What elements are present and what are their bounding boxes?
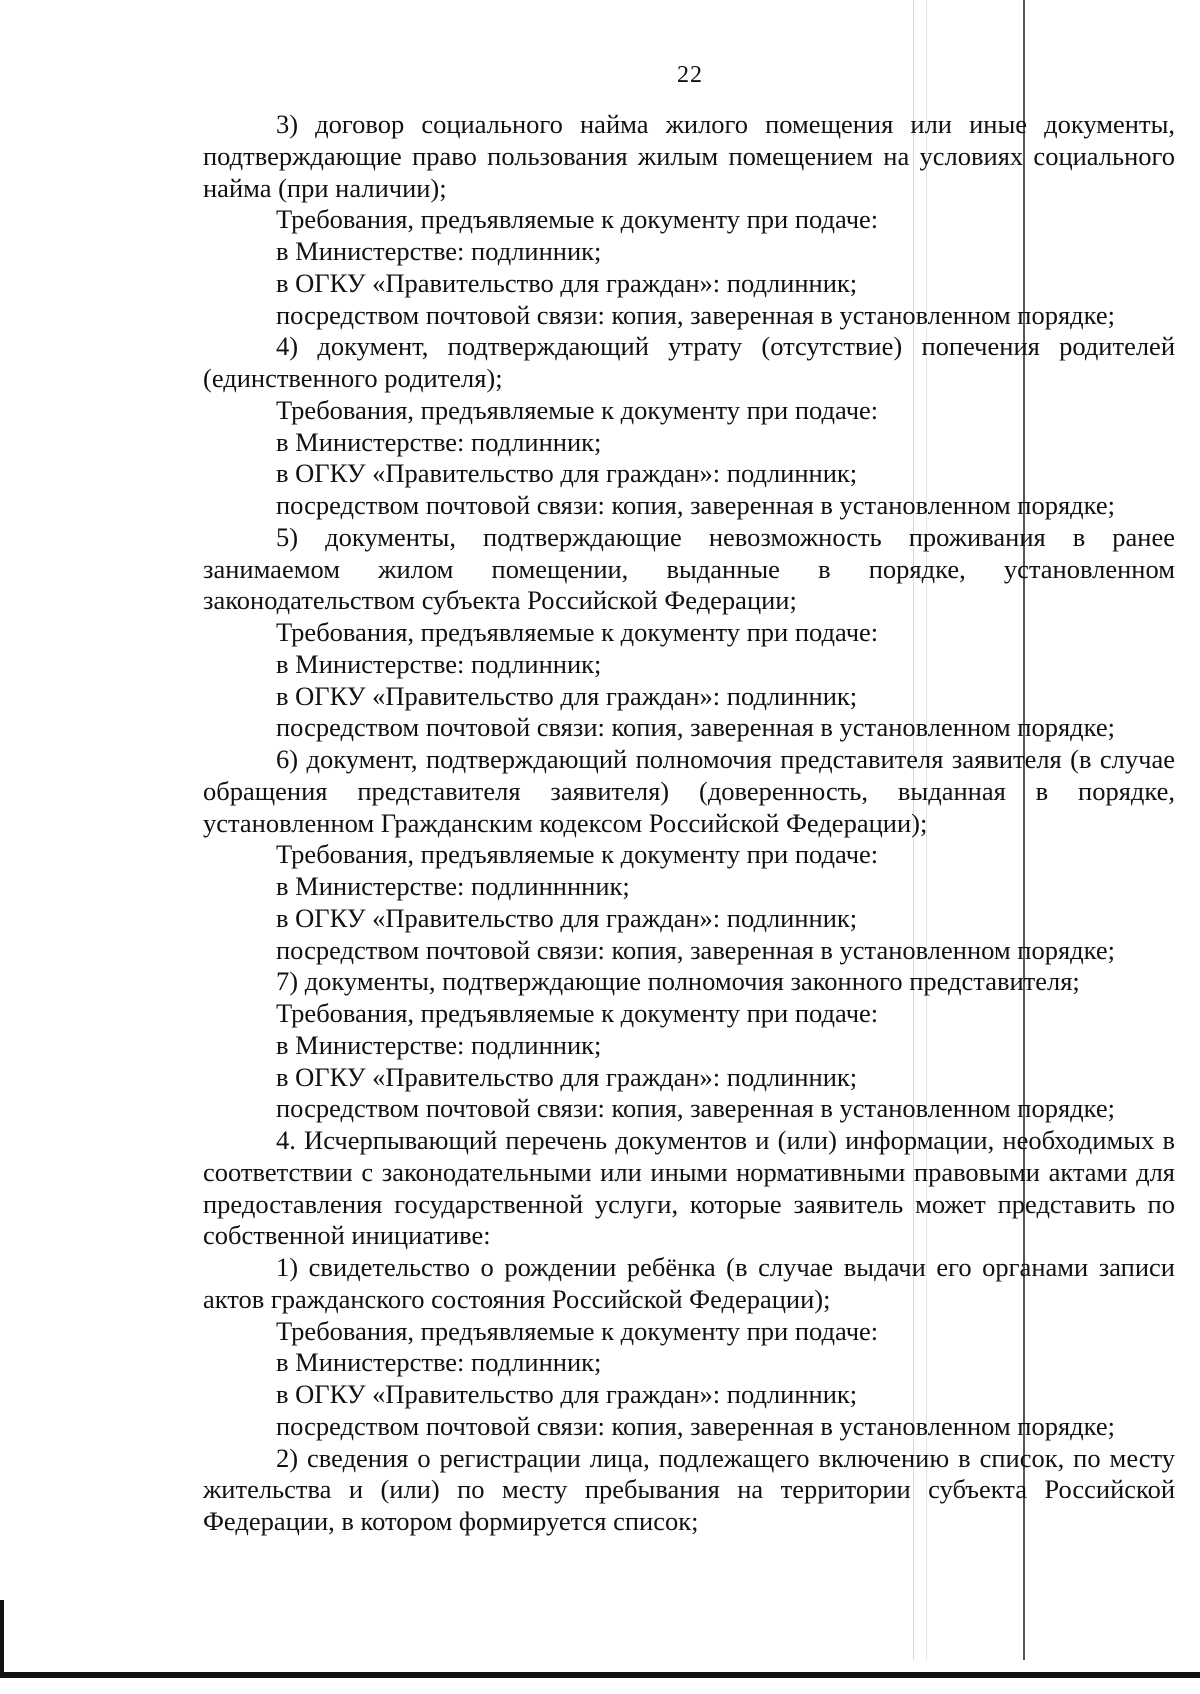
paragraph: посредством почтовой связи: копия, заверенная в установленном порядке;: [276, 1410, 1115, 1441]
paragraph: в ОГКУ «Правительство для граждан»: подлинник;: [276, 902, 858, 933]
document-body: [203, 109, 1175, 1538]
paragraph: в Министерстве: подлинник;: [276, 648, 602, 679]
paragraph: посредством почтовой связи: копия, заверенная в установленном порядке;: [276, 712, 1115, 743]
paragraph: посредством почтовой связи: копия, заверенная в установленном порядке;: [276, 934, 1115, 965]
paragraph: в Министерстве: подлинник;: [276, 426, 602, 457]
paragraph: Требования, предъявляемые к документу при подаче:: [276, 617, 879, 647]
paragraph: Требования, предъявляемые к документу при подаче:: [276, 1315, 879, 1346]
paragraph: в Министерстве: подлинник;: [276, 236, 602, 266]
paragraph: в ОГКУ «Правительство для граждан»: подлинник;: [276, 458, 858, 489]
paragraph: посредством почтовой связи: копия, заверенная в установленном порядке;: [276, 1093, 1115, 1124]
paragraph: в ОГКУ «Правительство для граждан»: подлинник;: [276, 267, 858, 298]
paragraph: в ОГКУ «Правительство для граждан»: подлинник;: [276, 1379, 858, 1409]
paragraph: 4) документ, подтверждающий утрату (отсутствие) попечения родителей (единственного родителя);: [203, 331, 1175, 393]
paragraph: 4. Исчерпывающий перечень документов и (или) информации, необходимых в соответствии с законодательными или иными нормативными правовыми актами для предоставления государственной услуги, которые заявитель может представить по собственной инициативе:: [203, 1125, 1175, 1251]
paragraph: 1) свидетельство о рождении ребёнка (в случае выдачи его органами записи актов гражданского состояния Российской Федерации);: [203, 1252, 1175, 1314]
paragraph: в ОГКУ «Правительство для граждан»: подлинник;: [276, 680, 858, 711]
paragraph: в Министерстве: подлинник;: [276, 1029, 602, 1060]
page-number: 22: [677, 62, 703, 88]
paragraph: Требования, предъявляемые к документу при подаче:: [276, 998, 879, 1028]
paragraph: 3) договор социального найма жилого помещения или иные документы, подтверждающие право пользования жилым помещением на условиях социального найма (при наличии);: [203, 109, 1175, 203]
paragraph: посредством почтовой связи: копия, заверенная в установленном порядке;: [276, 299, 1115, 330]
paragraph: 6) документ, подтверждающий полномочия представителя заявителя (в случае обращения представителя заявителя) (доверенность, выданная в порядке, установленном Гражданским кодексом Российской Федерации);: [203, 744, 1175, 838]
paragraph: Требования, предъявляемые к документу при подаче:: [276, 394, 879, 425]
paragraph: 2) сведения о регистрации лица, подлежащего включению в список, по месту жительства и (или) по месту пребывания на территории субъекта Российской Федерации, в котором формируется список;: [203, 1442, 1175, 1536]
paragraph: в Министерстве: подлинннник;: [276, 871, 630, 901]
scan-edge: [0, 1672, 1200, 1678]
scan-edge: [0, 1600, 4, 1678]
paragraph: в ОГКУ «Правительство для граждан»: подлинник;: [276, 1061, 858, 1092]
paragraph: Требования, предъявляемые к документу при подаче:: [276, 204, 879, 235]
paragraph: в Министерстве: подлинник;: [276, 1347, 602, 1378]
paragraph: посредством почтовой связи: копия, заверенная в установленном порядке;: [276, 490, 1115, 520]
paragraph: 7) документы, подтверждающие полномочия законного представителя;: [276, 966, 1080, 997]
paragraph: Требования, предъявляемые к документу при подаче:: [276, 839, 879, 870]
paragraph: 5) документы, подтверждающие невозможность проживания в ранее занимаемом жилом помещении, выданные в порядке, установленном законодательством субъекта Российской Федерации;: [203, 521, 1175, 616]
